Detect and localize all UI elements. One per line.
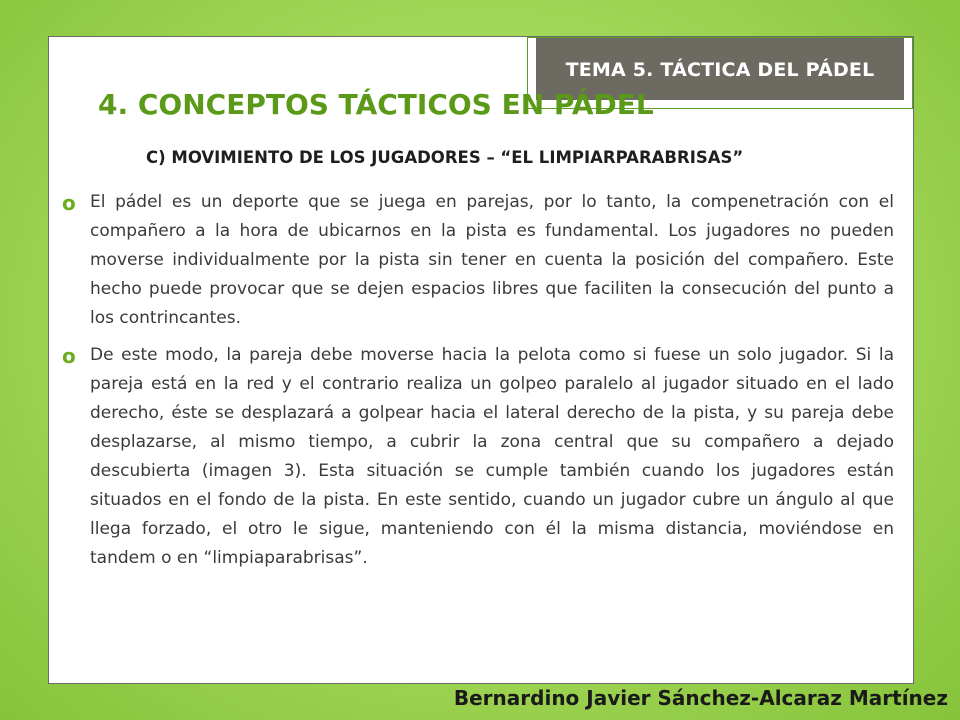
bullet-icon: o (62, 191, 76, 215)
bullet-list (58, 188, 894, 581)
bullet-icon: o (62, 344, 76, 368)
bullet-item (58, 188, 894, 333)
section-tag-label: TEMA 5. TÁCTICA DEL PÁDEL (565, 59, 875, 81)
bullet-text: El pádel es un deporte que se juega en parejas, por lo tanto, la compenetración con el compañero a la hora de ubicarnos en la pista es fundamental. Los jugadores no pueden moverse individualmente por la pista sin tener en cuenta la posición del compañero. Este hecho puede provocar que se dejen espacios libres que faciliten la consecución del punto a los contrincantes. (90, 192, 894, 328)
section-subtitle: C) MOVIMIENTO DE LOS JUGADORES – “EL LIMPIARPARABRISAS” (146, 148, 744, 167)
author-name: Bernardino Javier Sánchez-Alcaraz Martínez (453, 686, 948, 710)
page-title: 4. CONCEPTOS TÁCTICOS EN PÁDEL (98, 88, 654, 121)
bullet-text: De este modo, la pareja debe moverse hacia la pelota como si fuese un solo jugador. Si la pareja está en la red y el contrario realiza un golpeo paralelo al jugador situado en el lado derecho, éste se desplazará a golpear hacia el lateral derecho de la pista, y su pareja debe desplazarse, al mismo tiempo, a cubrir la zona central que su compañero a dejado descubierta (imagen 3). Esta situación se cumple también cuando los jugadores están situados en el fondo de la pista. En este sentido, cuando un jugador cubre un ángulo al que llega forzado, el otro le sigue, manteniendo con él la misma distancia, moviéndose en tandem o en “limpiaparabrisas”. (90, 345, 894, 568)
bullet-item (58, 341, 894, 573)
